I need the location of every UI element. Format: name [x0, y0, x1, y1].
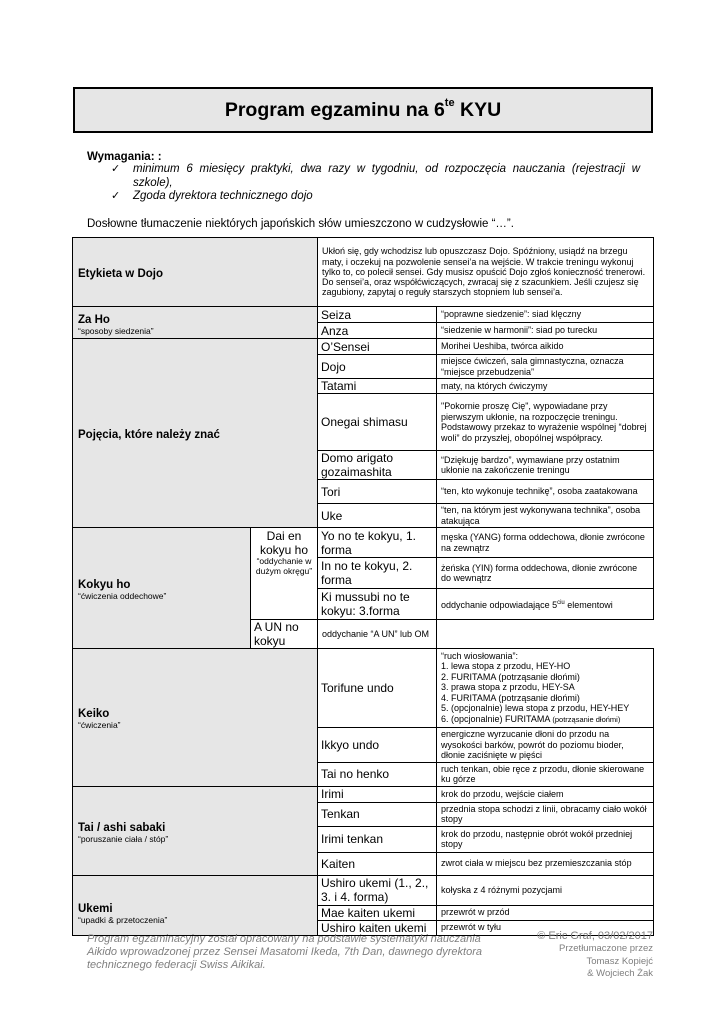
term: Seiza	[318, 307, 437, 323]
term: Yo no te kokyu, 1. forma	[318, 528, 437, 558]
translator-label: Przetłumaczone przez	[559, 943, 653, 954]
term: Anza	[318, 323, 437, 339]
category-zaho: Za Ho “sposoby siedzenia”	[73, 307, 318, 339]
term: Ushiro kaiten ukemi	[318, 920, 437, 935]
term: Tenkan	[318, 802, 437, 826]
term: Irimi	[318, 786, 437, 802]
term: A UN no kokyu	[251, 620, 318, 649]
description: maty, na których ćwiczymy	[437, 379, 654, 394]
description: krok do przodu, następnie obrót wokół przedniej stopy	[437, 826, 654, 852]
term: Domo arigato gozaimashita	[318, 451, 437, 480]
term: Uke	[318, 504, 437, 528]
translator-name: Tomasz Kopiejć	[586, 955, 653, 967]
requirements	[87, 151, 640, 204]
description: “ten, kto wykonuje technikę”, osoba zaatakowana	[437, 480, 654, 504]
description: "Pokornie proszę Cię", wypowiadane przy pierwszym ukłonie, na rozpoczęcie treningu. Podstawowy przekaz to wyrażenie wspólnej “dobrej woli” do przyszłej, obopólnej współpracy.	[437, 394, 654, 451]
term: Onegai shimasu	[318, 394, 437, 451]
term: Ki mussubi no te kokyu: 3.forma	[318, 589, 437, 620]
category-kokyu: Kokyu ho “ćwiczenia oddechowe”	[73, 528, 251, 649]
translation-note: Dosłowne tłumaczenie niektórych japońskich słów umieszczono w cudzysłowie “…”.	[87, 218, 514, 230]
term: In no te kokyu, 2. forma	[318, 558, 437, 589]
description: oddychanie “A UN” lub OM	[318, 620, 437, 649]
description: miejsce ćwiczeń, sala gimnastyczna, oznacza “miejsce przebudzenia”	[437, 355, 654, 379]
category-keiko: Keiko “ćwiczenia”	[73, 649, 318, 787]
category-tai-sabaki: Tai / ashi sabaki “poruszanie ciała / stóp”	[73, 786, 318, 875]
title-box	[73, 87, 653, 133]
description: “ten, na którym jest wykonywana technika”, osoba atakująca	[437, 504, 654, 528]
description: przewrót w tyłu	[437, 920, 654, 935]
description: oddychanie odpowiadające $5^{ciu}$ elementowi	[437, 589, 654, 620]
table-row	[73, 307, 654, 323]
description: “Dziękuję bardzo”, wymawiane przy ostatnim ukłonie na zakończenie treningu	[437, 451, 654, 480]
description: “ruch wiosłowania”: 1. lewa stopa z przodu, HEY-HO 2. FURITAMA (potrząsanie dłońmi) 3. prawa stopa z przodu, HEY-SA 4. FURITAMA (potrząsanie dłońmi) 5. (opcjonalnie) lewa stopa z przodu, HEY-HEY 6. (opcjonalnie) FURITAMA (potrząsanie dłońmi)	[437, 649, 654, 728]
table-row	[73, 649, 654, 728]
term: Ikkyo undo	[318, 728, 437, 763]
etykieta-description: Ukłoń się, gdy wchodzisz lub opuszczasz Dojo. Spóźniony, usiądź na brzegu maty, i oczekuj na pozwolenie sensei’a na wejście. W trakcie treningu wykonuj tylko to, co polecił sensei. Gdy musisz opuścić Dojo zgłoś konieczność trenerowi. Do sensei’a, oraz współćwiczących, zwracaj się z szacunkiem. Jeśli czujesz się zagubiony, zapytaj o reguły starszych stopniem lub sensei’a.	[318, 238, 654, 307]
copyright: © Eric Graf, 03/02/2017	[537, 930, 653, 942]
exam-table	[72, 237, 654, 936]
table-row	[73, 875, 654, 905]
term: Tatami	[318, 379, 437, 394]
description: żeńska (YIN) forma oddechowa, dłonie zwrócone do wewnątrz	[437, 558, 654, 589]
category-pojecia: Pojęcia, które należy znać	[73, 339, 318, 528]
checkmark-icon: ✓	[111, 163, 121, 175]
description: krok do przodu, wejście ciałem	[437, 786, 654, 802]
term: Ushiro ukemi (1., 2., 3. i 4. forma)	[318, 875, 437, 905]
description: ruch tenkan, obie ręce z przodu, dłonie skierowane ku górze	[437, 762, 654, 786]
term: Kaiten	[318, 852, 437, 875]
subcategory-dai-en: Dai en kokyu ho “oddychanie w dużym okręgu”	[251, 528, 318, 620]
term: O’Sensei	[318, 339, 437, 355]
term: Irimi tenkan	[318, 826, 437, 852]
term: Torifune undo	[318, 649, 437, 728]
table-row	[73, 238, 654, 307]
table-row	[73, 528, 654, 558]
term: Tai no henko	[318, 762, 437, 786]
footer-source-note: Program egzaminacyjny został opracowany na podstawie systematyki nauczania Aikido wprowadzonej przez Sensei Masatomi Ikeda, 7th Dan, dawnego dyrektora technicznego federacji Swiss Aikikai.	[87, 933, 482, 971]
description: “siedzenie w harmonii”: siad po turecku	[437, 323, 654, 339]
page-title: Program egzaminu na $6^{te}$ KYU	[224, 97, 502, 121]
description: kołyska z 4 różnymi pozycjami	[437, 875, 654, 905]
category-etykieta: Etykieta w Dojo	[73, 238, 318, 307]
term: Tori	[318, 480, 437, 504]
checkmark-icon: ✓	[111, 190, 121, 202]
description: przednia stopa schodzi z linii, obracamy ciało wokół stopy	[437, 802, 654, 826]
description: przewrót w przód	[437, 905, 654, 920]
requirements-heading: Wymagania: :	[87, 151, 162, 163]
description: “poprawne siedzenie”: siad klęczny	[437, 307, 654, 323]
description: Morihei Ueshiba, twórca aikido	[437, 339, 654, 355]
term: Dojo	[318, 355, 437, 379]
requirement-item: ✓ Zgoda dyrektora technicznego dojo	[111, 190, 313, 202]
footer-credits	[537, 929, 653, 981]
term: Mae kaiten ukemi	[318, 905, 437, 920]
requirement-item: ✓ minimum 6 miesięcy praktyki, dwa razy w tygodniu, od rozpoczęcia nauczania (rejestracji w szkole),	[111, 163, 640, 189]
description: energiczne wyrzucanie dłoni do przodu na wysokości barków, powrót do poziomu bioder, dłonie zaciśnięte w pięści	[437, 728, 654, 763]
table-row	[73, 786, 654, 802]
description: męska (YANG) forma oddechowa, dłonie zwrócone na zewnątrz	[437, 528, 654, 558]
description: zwrot ciała w miejscu bez przemieszczania stóp	[437, 852, 654, 875]
table-row	[73, 339, 654, 355]
category-ukemi: Ukemi “upadki & przetoczenia”	[73, 875, 318, 935]
translator-name: & Wojciech Żak	[587, 968, 653, 979]
